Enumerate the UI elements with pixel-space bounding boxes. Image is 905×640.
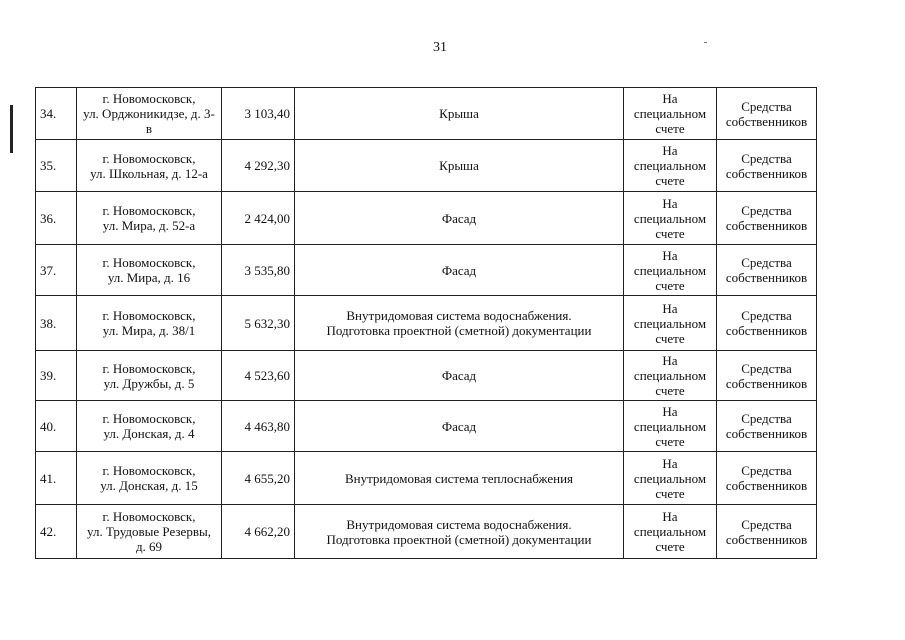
table-row	[36, 140, 817, 192]
work-type-cell	[295, 245, 624, 296]
fund-method-line: специальном	[633, 315, 707, 331]
work-type-cell	[295, 505, 624, 559]
address-line: г. Новомосковск,	[102, 463, 196, 478]
table-row	[36, 452, 817, 505]
address-cell	[77, 140, 222, 192]
fund-method-line: специальном	[633, 524, 707, 539]
address-cell	[77, 88, 222, 140]
fund-method-line: На	[662, 91, 678, 106]
work-type-cell	[295, 452, 624, 505]
row-number-cell: 36.	[36, 192, 77, 245]
funding-source-line: Средства	[741, 308, 792, 323]
fund-method-line: специальном	[633, 418, 707, 434]
address-cell	[77, 245, 222, 296]
row-number-cell: 37.	[36, 245, 77, 296]
work-type-cell	[295, 351, 624, 401]
work-type-line: Внутридомовая система теплоснабжения	[344, 470, 574, 486]
fund-method-cell	[624, 140, 717, 192]
repair-program-table	[35, 87, 817, 559]
address-line: ул. Донская, д. 15	[100, 478, 198, 493]
area-cell: 4 292,30	[222, 140, 295, 192]
address-cell	[77, 296, 222, 351]
work-type-line: Крыша	[439, 106, 479, 121]
fund-method-cell	[624, 401, 717, 452]
work-type-cell	[295, 88, 624, 140]
work-type-line: Внутридомовая система водоснабжения.	[346, 516, 572, 532]
row-number-cell: 39.	[36, 351, 77, 401]
address-cell	[77, 192, 222, 245]
address-line: ул. Мира, д. 38/1	[102, 323, 196, 338]
work-type-line: Фасад	[441, 418, 477, 434]
funding-source-line: собственников	[725, 375, 808, 391]
table-row	[36, 88, 817, 140]
work-type-line: Внутридомовая система водоснабжения.	[346, 308, 572, 323]
funding-source-cell	[717, 452, 817, 505]
address-cell	[77, 505, 222, 559]
address-line: г. Новомосковск,	[102, 255, 196, 270]
funding-source-line: собственников	[725, 323, 808, 338]
scan-speck	[704, 42, 707, 43]
funding-source-cell	[717, 351, 817, 401]
fund-method-line: На	[662, 247, 678, 263]
funding-source-line: Средства	[741, 360, 792, 376]
funding-source-cell	[717, 88, 817, 140]
area-cell: 5 632,30	[222, 296, 295, 351]
fund-method-cell	[624, 296, 717, 351]
funding-source-cell	[717, 245, 817, 296]
fund-method-cell	[624, 88, 717, 140]
work-type-line: Фасад	[441, 262, 477, 278]
funding-source-line: Средства	[741, 463, 792, 478]
fund-method-cell	[624, 505, 717, 559]
funding-source-cell	[717, 401, 817, 452]
table-row	[36, 296, 817, 351]
address-cell	[77, 401, 222, 452]
funding-source-line: Средства	[741, 516, 792, 532]
funding-source-line: собственников	[725, 165, 808, 181]
fund-method-line: специальном	[633, 470, 707, 486]
address-line: г. Новомосковск,	[102, 360, 196, 376]
fund-method-line: счете	[655, 433, 685, 449]
table-body	[36, 88, 817, 559]
table-row	[36, 192, 817, 245]
area-cell: 3 103,40	[222, 88, 295, 140]
table-row	[36, 505, 817, 559]
fund-method-line: На	[662, 195, 678, 211]
funding-source-line: собственников	[725, 531, 808, 547]
fund-method-line: На	[662, 300, 678, 316]
funding-source-line: собственников	[725, 426, 808, 441]
address-line: ул. Орджоникидзе, д. 3-в	[83, 106, 215, 136]
fund-method-line: На	[662, 353, 678, 368]
fund-method-line: счете	[655, 121, 685, 136]
fund-method-cell	[624, 351, 717, 401]
funding-source-line: Средства	[741, 411, 792, 426]
funding-source-line: Средства	[741, 255, 792, 270]
area-cell: 2 424,00	[222, 192, 295, 245]
work-type-line: Фасад	[441, 368, 477, 383]
fund-method-line: специальном	[633, 210, 707, 226]
address-line: ул. Школьная, д. 12-а	[90, 165, 208, 181]
funding-source-line: собственников	[725, 218, 808, 233]
address-cell	[77, 452, 222, 505]
address-line: д. 69	[135, 539, 163, 554]
area-cell: 4 523,60	[222, 351, 295, 401]
funding-source-line: Средства	[741, 98, 792, 114]
fund-method-line: счете	[655, 330, 685, 346]
funding-source-cell	[717, 296, 817, 351]
area-cell: 4 655,20	[222, 452, 295, 505]
table-row	[36, 245, 817, 296]
work-type-line: Фасад	[441, 210, 477, 226]
fund-method-line: счете	[655, 485, 685, 501]
area-cell: 3 535,80	[222, 245, 295, 296]
funding-source-line: собственников	[725, 478, 808, 493]
address-line: ул. Мира, д. 52-а	[102, 218, 196, 233]
page-number: 31	[433, 40, 447, 55]
fund-method-line: счете	[655, 539, 685, 554]
fund-method-cell	[624, 192, 717, 245]
work-type-cell	[295, 192, 624, 245]
work-type-line: Подготовка проектной (сметной) документации	[326, 323, 592, 338]
fund-method-line: На	[662, 143, 678, 158]
address-line: г. Новомосковск,	[102, 91, 196, 106]
scan-margin-mark	[10, 105, 13, 153]
fund-method-cell	[624, 245, 717, 296]
address-line: ул. Трудовые Резервы,	[87, 524, 211, 539]
fund-method-line: счете	[655, 225, 685, 241]
address-line: г. Новомосковск,	[102, 411, 196, 426]
work-type-line: Подготовка проектной (сметной) документации	[326, 531, 592, 547]
funding-source-line: Средства	[741, 203, 792, 218]
address-line: ул. Донская, д. 4	[103, 426, 195, 441]
funding-source-cell	[717, 140, 817, 192]
fund-method-cell	[624, 452, 717, 505]
fund-method-line: На	[662, 455, 678, 471]
row-number-cell: 42.	[36, 505, 77, 559]
fund-method-line: На	[662, 403, 678, 419]
fund-method-line: специальном	[633, 262, 707, 278]
address-line: г. Новомосковск,	[102, 308, 196, 323]
row-number-cell: 40.	[36, 401, 77, 452]
area-cell: 4 662,20	[222, 505, 295, 559]
table-row	[36, 401, 817, 452]
fund-method-line: специальном	[633, 158, 707, 173]
row-number-cell: 35.	[36, 140, 77, 192]
funding-source-line: собственников	[725, 270, 808, 285]
row-number-cell: 38.	[36, 296, 77, 351]
funding-source-cell	[717, 192, 817, 245]
funding-source-line: собственников	[725, 113, 808, 129]
fund-method-line: специальном	[633, 106, 707, 121]
work-type-cell	[295, 401, 624, 452]
fund-method-line: На	[662, 509, 678, 524]
fund-method-line: счете	[655, 383, 685, 398]
address-line: ул. Дружбы, д. 5	[103, 375, 195, 391]
fund-method-line: специальном	[633, 368, 707, 383]
row-number-cell: 41.	[36, 452, 77, 505]
address-cell	[77, 351, 222, 401]
fund-method-line: счете	[655, 277, 685, 293]
address-line: ул. Мира, д. 16	[107, 270, 191, 285]
area-cell: 4 463,80	[222, 401, 295, 452]
funding-source-line: Средства	[741, 150, 792, 166]
funding-source-cell	[717, 505, 817, 559]
work-type-cell	[295, 296, 624, 351]
address-line: г. Новомосковск,	[102, 203, 196, 218]
fund-method-line: счете	[655, 173, 685, 188]
work-type-line: Крыша	[439, 158, 479, 173]
address-line: г. Новомосковск,	[102, 509, 196, 524]
work-type-cell	[295, 140, 624, 192]
address-line: г. Новомосковск,	[102, 150, 196, 166]
row-number-cell: 34.	[36, 88, 77, 140]
table-row	[36, 351, 817, 401]
